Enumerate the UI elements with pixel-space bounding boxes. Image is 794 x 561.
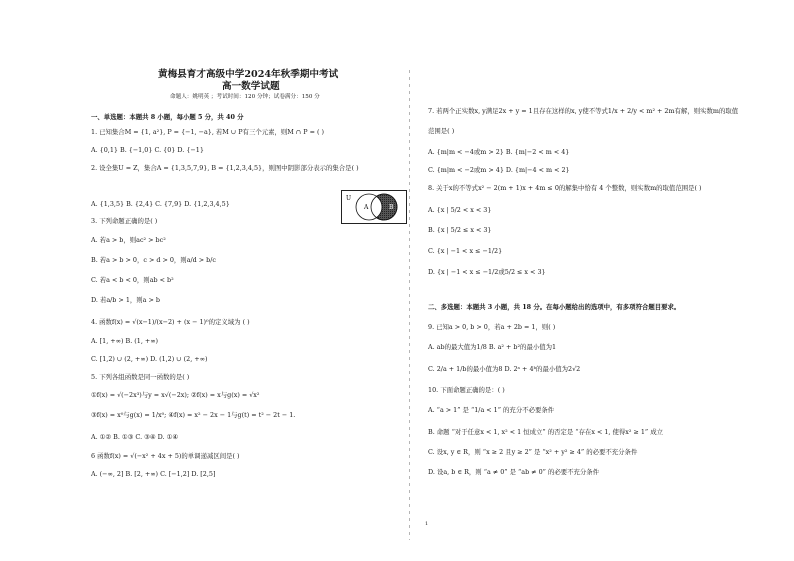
question-8: 8. 关于x的不等式x² − 2(m + 1)x + 4m ≤ 0的解集中恰有 4 个整数，则实数m的取值范围是( ) <box>428 184 702 192</box>
exam-title: 黄梅县育才高级中学2024年秋季期中考试 <box>158 69 339 80</box>
venn-label-u: U <box>346 195 352 202</box>
question-4-options-ab: A. [1, +∞) B. (1, +∞) <box>91 337 159 345</box>
question-2: 2. 设全集U = Z，集合A = {1,3,5,7,9}, B = {1,2,3,4,5}，则图中阴影部分表示的集合是( ) <box>91 164 359 172</box>
question-3-option-c: C. 若a < b < 0，则ab < b² <box>91 276 174 284</box>
question-5-pairs-3-4: ③f(x) = x⁰与g(x) = 1/x⁰; ④f(x) = x² − 2x − 1与g(t) = t² − 2t − 1. <box>91 411 296 419</box>
question-1-options: A. {0,1} B. {−1,0} C. {0} D. {−1} <box>91 146 204 154</box>
question-4-options-cd: C. [1,2) ∪ (2, +∞) D. (1,2) ∪ (2, +∞) <box>91 355 208 363</box>
question-8-option-a: A. {x | 5/2 < x < 3} <box>428 206 492 214</box>
page-number: 1 <box>425 521 429 527</box>
question-3: 3. 下列命题正确的是( ) <box>91 217 158 225</box>
question-3-option-d: D. 若a/b > 1，则a > b <box>91 296 160 304</box>
venn-set-a <box>356 194 382 220</box>
question-8-option-d: D. {x | −1 < x ≤ −1/2或5/2 ≤ x < 3} <box>428 268 546 276</box>
center-fold-line <box>409 70 410 540</box>
question-8-option-c: C. {x | −1 < x ≤ −1/2} <box>428 247 503 255</box>
question-7-cont: 范围是( ) <box>428 127 455 135</box>
question-10-option-b: B. 命题 “对于任意x < 1, x² < 1 恒成立” 的否定是 “存在x < 1, 使得x² ≥ 1” 成立 <box>428 428 664 436</box>
question-9-options-cd: C. 2/a + 1/b的最小值为8 D. 2ᵃ + 4ᵇ的最小值为2√2 <box>428 365 581 373</box>
question-8-option-b: B. {x | 5/2 ≤ x < 3} <box>428 226 492 234</box>
question-10-option-a: A. “a > 1” 是 “1/a < 1” 的充分不必要条件 <box>428 406 555 414</box>
question-7-options-ab: A. {m|m < −4或m > 2} B. {m|−2 < m < 4} <box>428 148 570 156</box>
section-single-choice: 一、单选题：本题共 8 小题，每小题 5 分，共 40 分 <box>91 113 244 121</box>
exam-info: 命题人：姚明英 ；考试时间：120 分钟；试卷满分：150 分 <box>170 94 320 100</box>
question-5-pairs-1-2: ①f(x) = √(−2x³)与y = x√(−2x); ②f(x) = x与g(x) = √x² <box>91 391 260 399</box>
question-1: 1. 已知集合M = {1, a²}, P = {−1, −a}, 若M ∪ P有三个元素，则M ∩ P = ( ) <box>91 128 324 136</box>
question-3-option-b: B. 若a > b > 0，c > d > 0，则a/d > b/c <box>91 256 216 264</box>
question-4: 4. 函数f(x) = √(x−1)/(x−2) + (x − 1)⁰的定义域为 ( ) <box>91 318 250 326</box>
exam-subtitle: 高一数学试题 <box>222 81 280 92</box>
question-9: 9. 已知a > 0, b > 0，若a + 2b = 1，则( ) <box>428 323 556 331</box>
question-5-options: A. ①② B. ①③ C. ③④ D. ①④ <box>91 433 179 441</box>
question-2-options: A. {1,3,5} B. {2,4} C. {7,9} D. {1,2,3,4,5} <box>91 200 230 208</box>
venn-diagram <box>341 190 407 224</box>
question-7-options-cd: C. {m|m < −2或m > 4} D. {m|−4 < m < 2} <box>428 166 570 174</box>
question-10: 10. 下面命题正确的是：( ) <box>428 386 505 394</box>
venn-label-a: A <box>364 204 369 211</box>
question-6-options: A. (−∞, 2] B. [2, +∞) C. [−1,2] D. [2,5] <box>91 470 216 478</box>
question-3-option-a: A. 若a > b，则ac² > bc² <box>91 236 166 244</box>
question-10-option-d: D. 设a, b ∈ R，则 “a ≠ 0” 是 “ab ≠ 0” 的必要不充分条件 <box>428 468 600 476</box>
question-6: 6 函数f(x) = √(−x² + 4x + 5)的单调递减区间是( ) <box>91 452 240 460</box>
question-7: 7. 若两个正实数x, y满足2x + y = 1且存在这样的x, y使不等式1/x + 2/y < m² + 2m有解，则实数m的取值 <box>428 107 739 115</box>
section-multiple-choice: 二、多选题：本题共 3 小题，共 18 分。在每小题给出的选项中，有多项符合题目要求。 <box>428 303 681 311</box>
venn-label-b: B <box>389 204 394 211</box>
question-5: 5. 下列各组函数是同一函数的是( ) <box>91 373 190 381</box>
question-9-options-ab: A. ab的最大值为1/8 B. a² + b²的最小值为1 <box>428 343 557 351</box>
question-10-option-c: C. 设x, y ∈ R，则 “x ≥ 2 且y ≥ 2” 是 “x² + y² ≥ 4” 的必要不充分条件 <box>428 448 638 456</box>
